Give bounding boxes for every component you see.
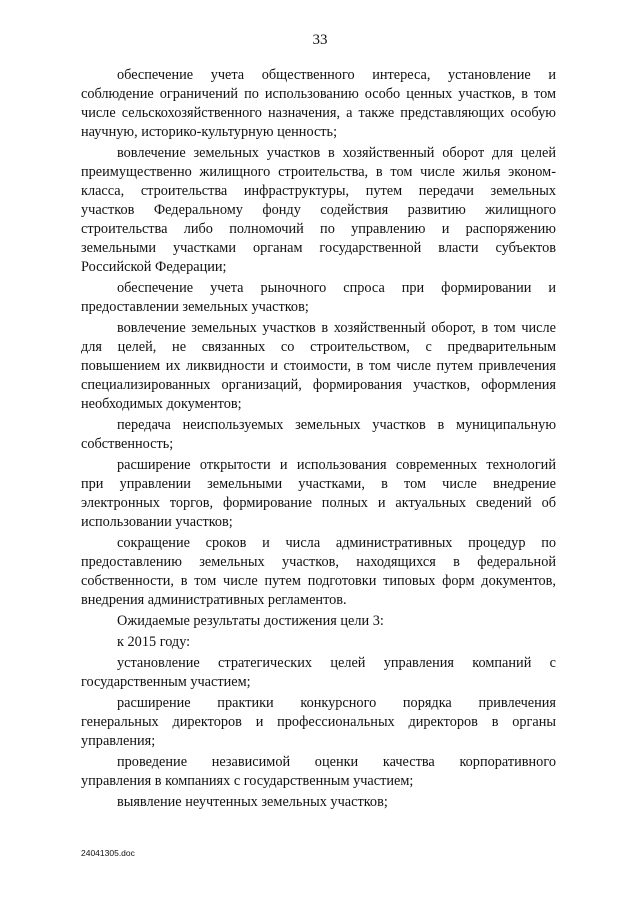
text-line: передача неиспользуемых земельных участков в муниципальную <box>117 417 556 433</box>
text-line: собственности, в том числе путем подготовки типовых форм документов, <box>81 573 556 589</box>
text-line: участков Федеральному фонду содействия развитию жилищного <box>81 202 556 218</box>
text-line: расширение открытости и использования современных технологий <box>117 457 556 473</box>
text-line: числе сельскохозяйственного назначения, а также представляющих особую <box>81 105 556 121</box>
paragraph <box>81 612 556 631</box>
text-line: необходимых документов; <box>81 396 242 412</box>
text-line: повышением их ликвидности и стоимости, в том числе путем привлечения <box>81 358 556 374</box>
text-line: выявление неучтенных земельных участков; <box>117 794 388 810</box>
text-line: соблюдение ограничений по использованию особо ценных участков, в том <box>81 86 556 102</box>
paragraph <box>81 633 556 652</box>
text-line: вовлечение земельных участков в хозяйственный оборот для целей <box>117 145 556 161</box>
text-line: специализированных организаций, формирования участков, оформления <box>81 377 556 393</box>
text-line: установление стратегических целей управления компаний с <box>117 655 556 671</box>
text-line: сокращение сроков и числа административных процедур по <box>117 535 556 551</box>
text-line: Российской Федерации; <box>81 259 227 275</box>
text-line: обеспечение учета общественного интереса, установление и <box>117 67 556 83</box>
text-line: электронных торгов, формирование полных и актуальных сведений об <box>81 495 556 511</box>
page-number: 33 <box>312 32 328 48</box>
text-line: собственность; <box>81 436 174 452</box>
file-name-footer: 24041305.doc <box>81 848 135 858</box>
paragraph <box>81 793 556 812</box>
text-line: строительства либо полномочий по управлению и распоряжению <box>81 221 556 237</box>
paragraph <box>81 694 556 751</box>
text-line: предоставлении земельных участков; <box>81 299 309 315</box>
text-line: управления; <box>81 733 156 749</box>
paragraph <box>81 279 556 317</box>
text-line: земельными участками органам государственной власти субъектов <box>81 240 556 256</box>
paragraph <box>81 534 556 610</box>
document-body <box>81 66 556 812</box>
paragraph <box>81 416 556 454</box>
text-line: Ожидаемые результаты достижения цели 3: <box>117 613 384 629</box>
text-line: расширение практики конкурсного порядка привлечения <box>117 695 556 711</box>
text-line: преимущественно жилищного строительства, в том числе жилья эконом- <box>81 164 556 180</box>
text-line: внедрения административных регламентов. <box>81 592 347 608</box>
text-line: для целей, не связанных со строительством, с предварительным <box>81 339 556 355</box>
paragraph <box>81 654 556 692</box>
text-line: государственным участием; <box>81 674 251 690</box>
text-line: управления в компаниях с государственным участием; <box>81 773 414 789</box>
paragraph <box>81 456 556 532</box>
text-line: генеральных директоров и профессиональных директоров в органы <box>81 714 556 730</box>
paragraph <box>81 144 556 277</box>
text-line: использовании участков; <box>81 514 233 530</box>
text-line: проведение независимой оценки качества корпоративного <box>117 754 556 770</box>
text-line: вовлечение земельных участков в хозяйственный оборот, в том числе <box>117 320 556 336</box>
paragraph <box>81 319 556 414</box>
text-line: научную, историко-культурную ценность; <box>81 124 338 140</box>
text-line: к 2015 году: <box>117 634 191 650</box>
paragraph <box>81 753 556 791</box>
text-line: обеспечение учета рыночного спроса при формировании и <box>117 280 556 296</box>
text-line: класса, строительства инфраструктуры, путем передачи земельных <box>81 183 556 199</box>
text-line: при управлении земельными участками, в том числе внедрение <box>81 476 556 492</box>
text-line: предоставлению земельных участков, находящихся в федеральной <box>81 554 556 570</box>
paragraph <box>81 66 556 142</box>
